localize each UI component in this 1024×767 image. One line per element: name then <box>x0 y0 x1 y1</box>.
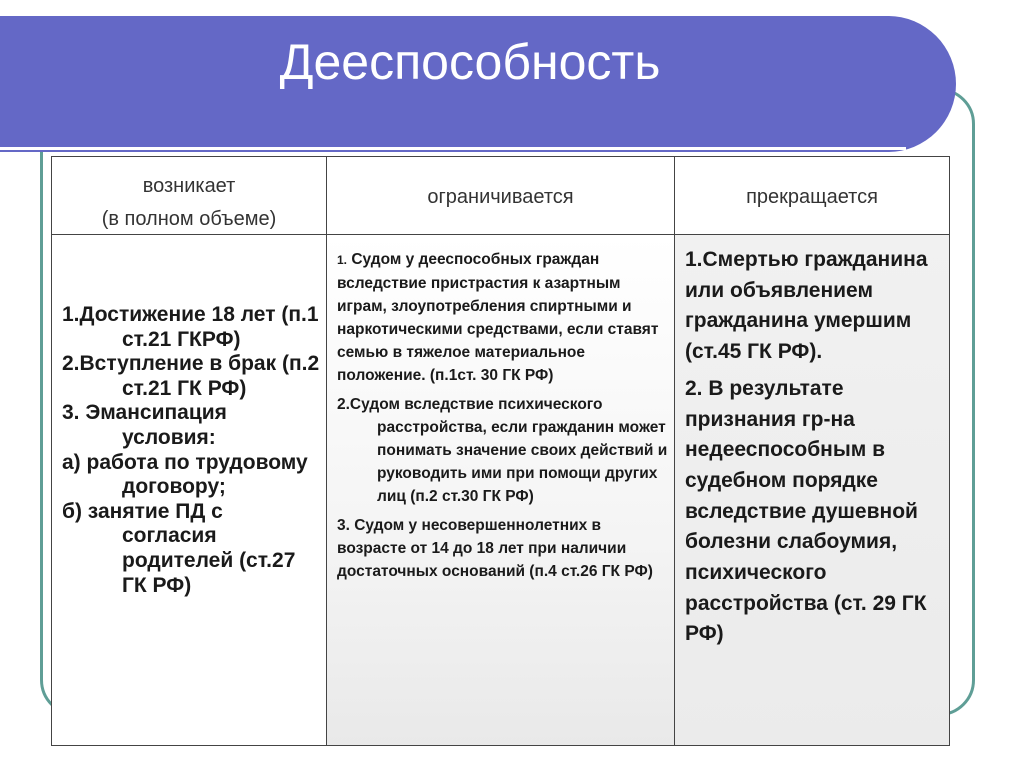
list-item: 1.Смертью гражданина или объявлением гражданина умершим (ст.45 ГК РФ). <box>685 248 928 364</box>
item-text: Судом у дееспособных граждан вследствие пристрастия к азартным играм, злоупотребления спиртными и наркотическими средствами, если ставят семью в тяжелое материальное положение. (п.1ст. 30 ГК РФ) <box>337 251 659 384</box>
terminated-list <box>685 245 945 656</box>
arises-list <box>62 303 322 598</box>
list-item: 2.Судом вследствие психического расстройства, если гражданин может понимать значение своих действий и руководить ими при помощи других лиц (п.2 ст.30 ГК РФ) <box>337 396 668 505</box>
header-arises-line2: (в полном объеме) <box>101 208 277 230</box>
list-item: 2. В результате признания гр-на недееспособным в судебном порядке вследствие душевной болезни слабоумия, психического расстройства (ст. 29 ГК РФ) <box>685 376 927 646</box>
column-limited <box>326 234 675 746</box>
item-number: 1. <box>337 253 348 267</box>
list-item: б) занятие ПД с согласия родителей (ст.27 ГК РФ) <box>62 499 296 597</box>
list-item: 2.Вступление в брак (п.2 ст.21 ГК РФ) <box>62 352 320 400</box>
header-arises <box>51 156 327 236</box>
list-item: 1.Достижение 18 лет (п.1 ст.21 ГКРФ) <box>62 303 319 351</box>
limited-list <box>337 248 671 589</box>
header-limited-label: ограничивается <box>427 186 574 208</box>
column-terminated <box>674 234 950 746</box>
header-arises-line1: возникает <box>142 175 236 197</box>
list-item: а) работа по трудовому договору; <box>62 450 308 499</box>
header-terminated <box>674 156 950 236</box>
list-item: 3. Эмансипация условия: <box>62 401 227 449</box>
slide-title: Дееспособность <box>279 34 661 90</box>
banner-underline <box>0 147 906 150</box>
header-terminated-label: прекращается <box>746 186 878 208</box>
header-limited <box>326 156 675 236</box>
list-item <box>337 248 671 387</box>
list-item: 3. Судом у несовершеннолетних в возрасте от 14 до 18 лет при наличии достаточных оснований (п.4 ст.26 ГК РФ) <box>337 517 653 580</box>
column-arises <box>51 234 327 746</box>
